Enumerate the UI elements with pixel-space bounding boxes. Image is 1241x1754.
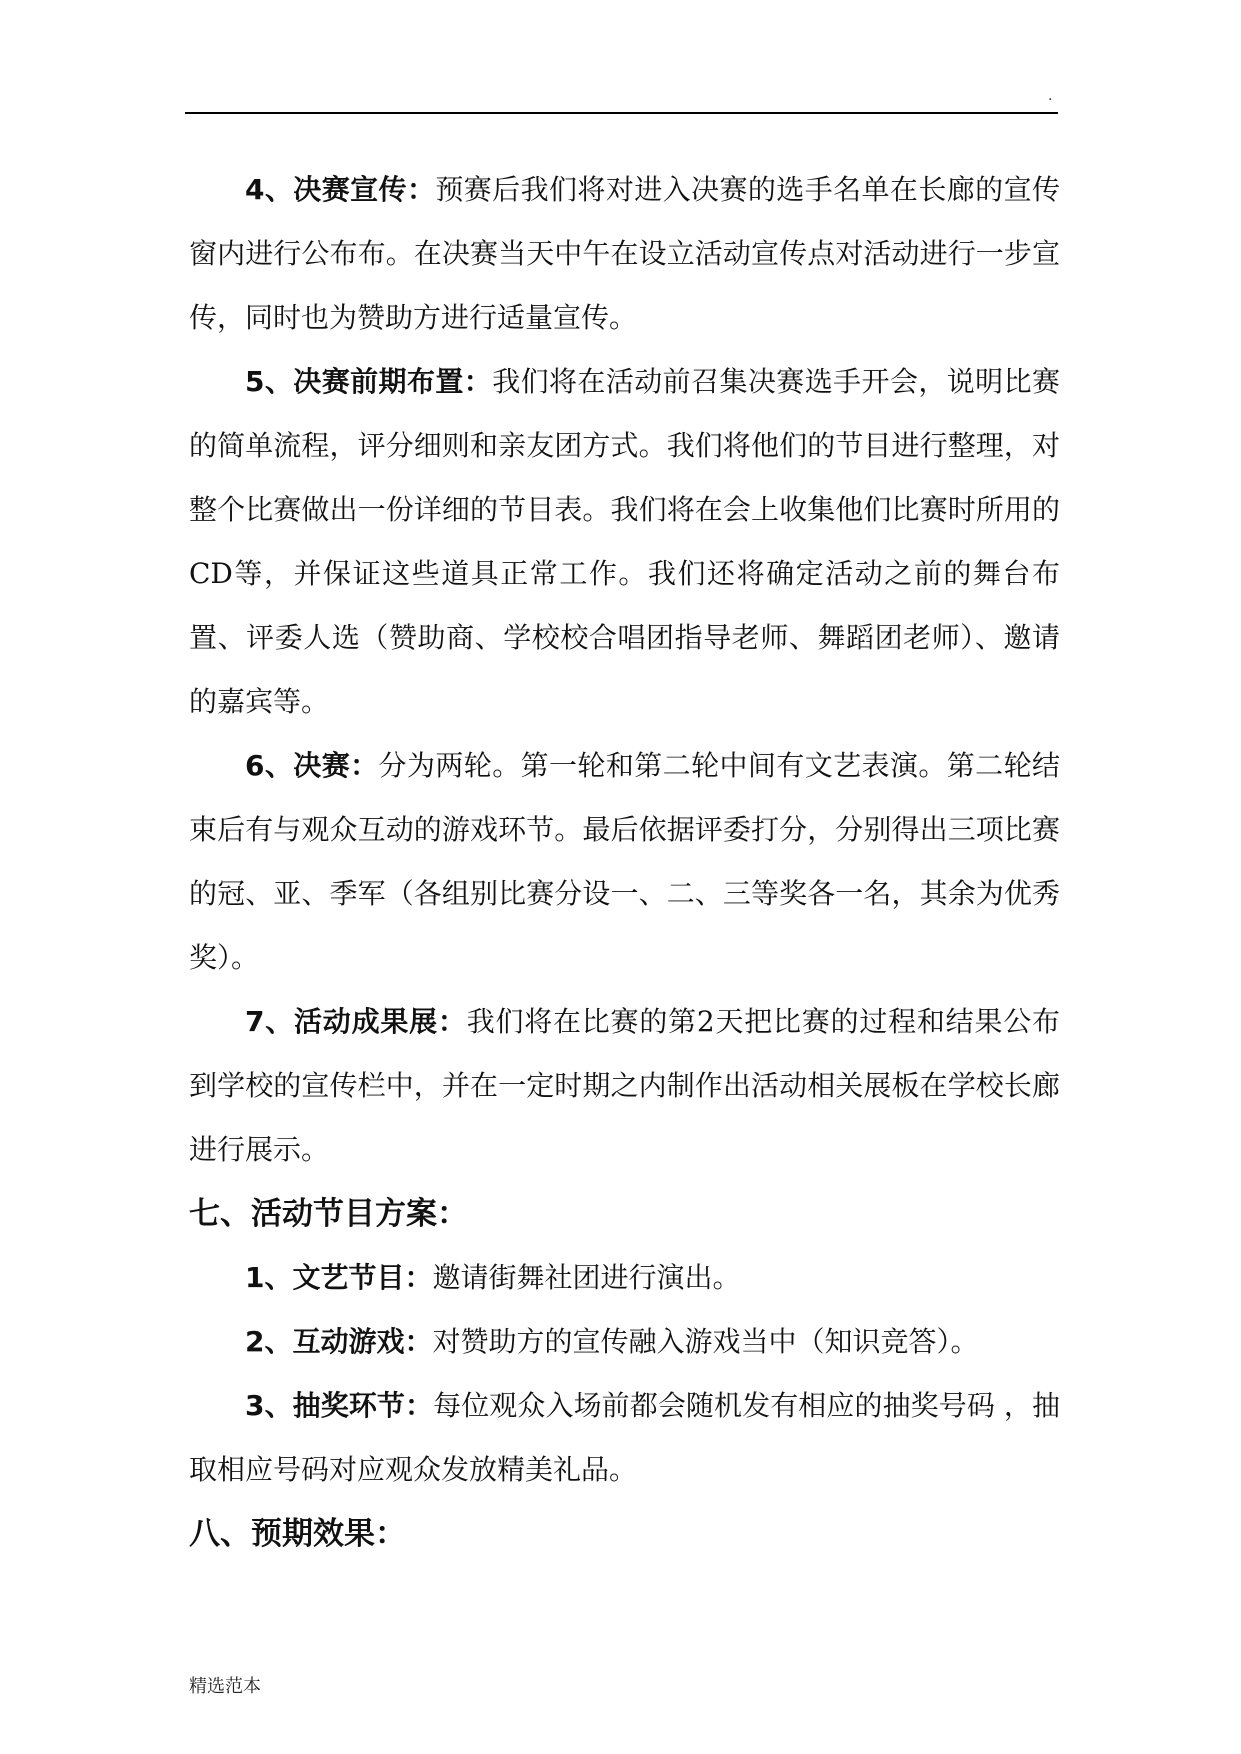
paragraph-heading: 7、活动成果展： [245,1005,467,1038]
paragraph-text: 我们将在活动前召集决赛选手开会，说明比赛的简单流程，评分细则和亲友团方式。我们将他们的节目进行整理，对整个比赛做出一份详细的节目表。我们将在会上收集他们比赛时所用的CD等，并保证这些道具正常工作。我们还将确定活动之前的舞台布置、评委人选（赞助商、学校校合唱团指导老师、舞蹈团老师）、邀请的嘉宾等。 [189,365,1060,718]
paragraph-final [189,734,1060,990]
paragraph-results-exhibition [189,990,1060,1182]
paragraph-text: 预赛后我们将对进入决赛的选手名单在长廊的宣传窗内进行公布布。在决赛当天中午在设立活动宣传点对活动进行一步宣传，同时也为赞助方进行适量宣传。 [189,173,1060,334]
paragraph-heading: 6、决赛： [245,749,379,782]
page-footer: 精选范本 [189,1676,261,1697]
item-heading: 1、文艺节目： [245,1261,433,1294]
header-rule [185,112,1058,114]
header-mark: . [1048,88,1053,104]
section-title-program-plan: 七、活动节目方案： [189,1196,468,1232]
program-item-interactive-game [189,1310,1060,1374]
item-text: 对赞助方的宣传融入游戏当中（知识竞答）。 [432,1325,979,1358]
item-heading: 3、抽奖环节： [245,1389,434,1422]
program-item-lottery [189,1374,1060,1502]
item-text: 每位观众入场前都会随机发有相应的抽奖号码 ，抽取相应号码对应观众发放精美礼品。 [189,1389,1061,1486]
paragraph-final-promotion [189,158,1060,350]
paragraph-heading: 4、决赛宣传： [245,173,436,206]
program-item-performance [189,1246,1060,1310]
document-body [189,158,1060,1566]
paragraph-text: 我们将在比赛的第2天把比赛的过程和结果公布到学校的宣传栏中，并在一定时期之内制作出活动相关展板在学校长廊进行展示。 [189,1005,1060,1166]
item-heading: 2、互动游戏： [245,1325,433,1358]
item-text: 邀请街舞社团进行演出。 [432,1261,741,1294]
paragraph-heading: 5、决赛前期布置： [245,365,493,398]
paragraph-final-preparation [189,350,1060,734]
section-title-expected-effect: 八、预期效果： [189,1516,406,1552]
paragraph-text: 分为两轮。第一轮和第二轮中间有文艺表演。第二轮结束后有与观众互动的游戏环节。最后依据评委打分，分别得出三项比赛的冠、亚、季军（各组别比赛分设一、二、三等奖各一名，其余为优秀奖）。 [189,749,1060,974]
